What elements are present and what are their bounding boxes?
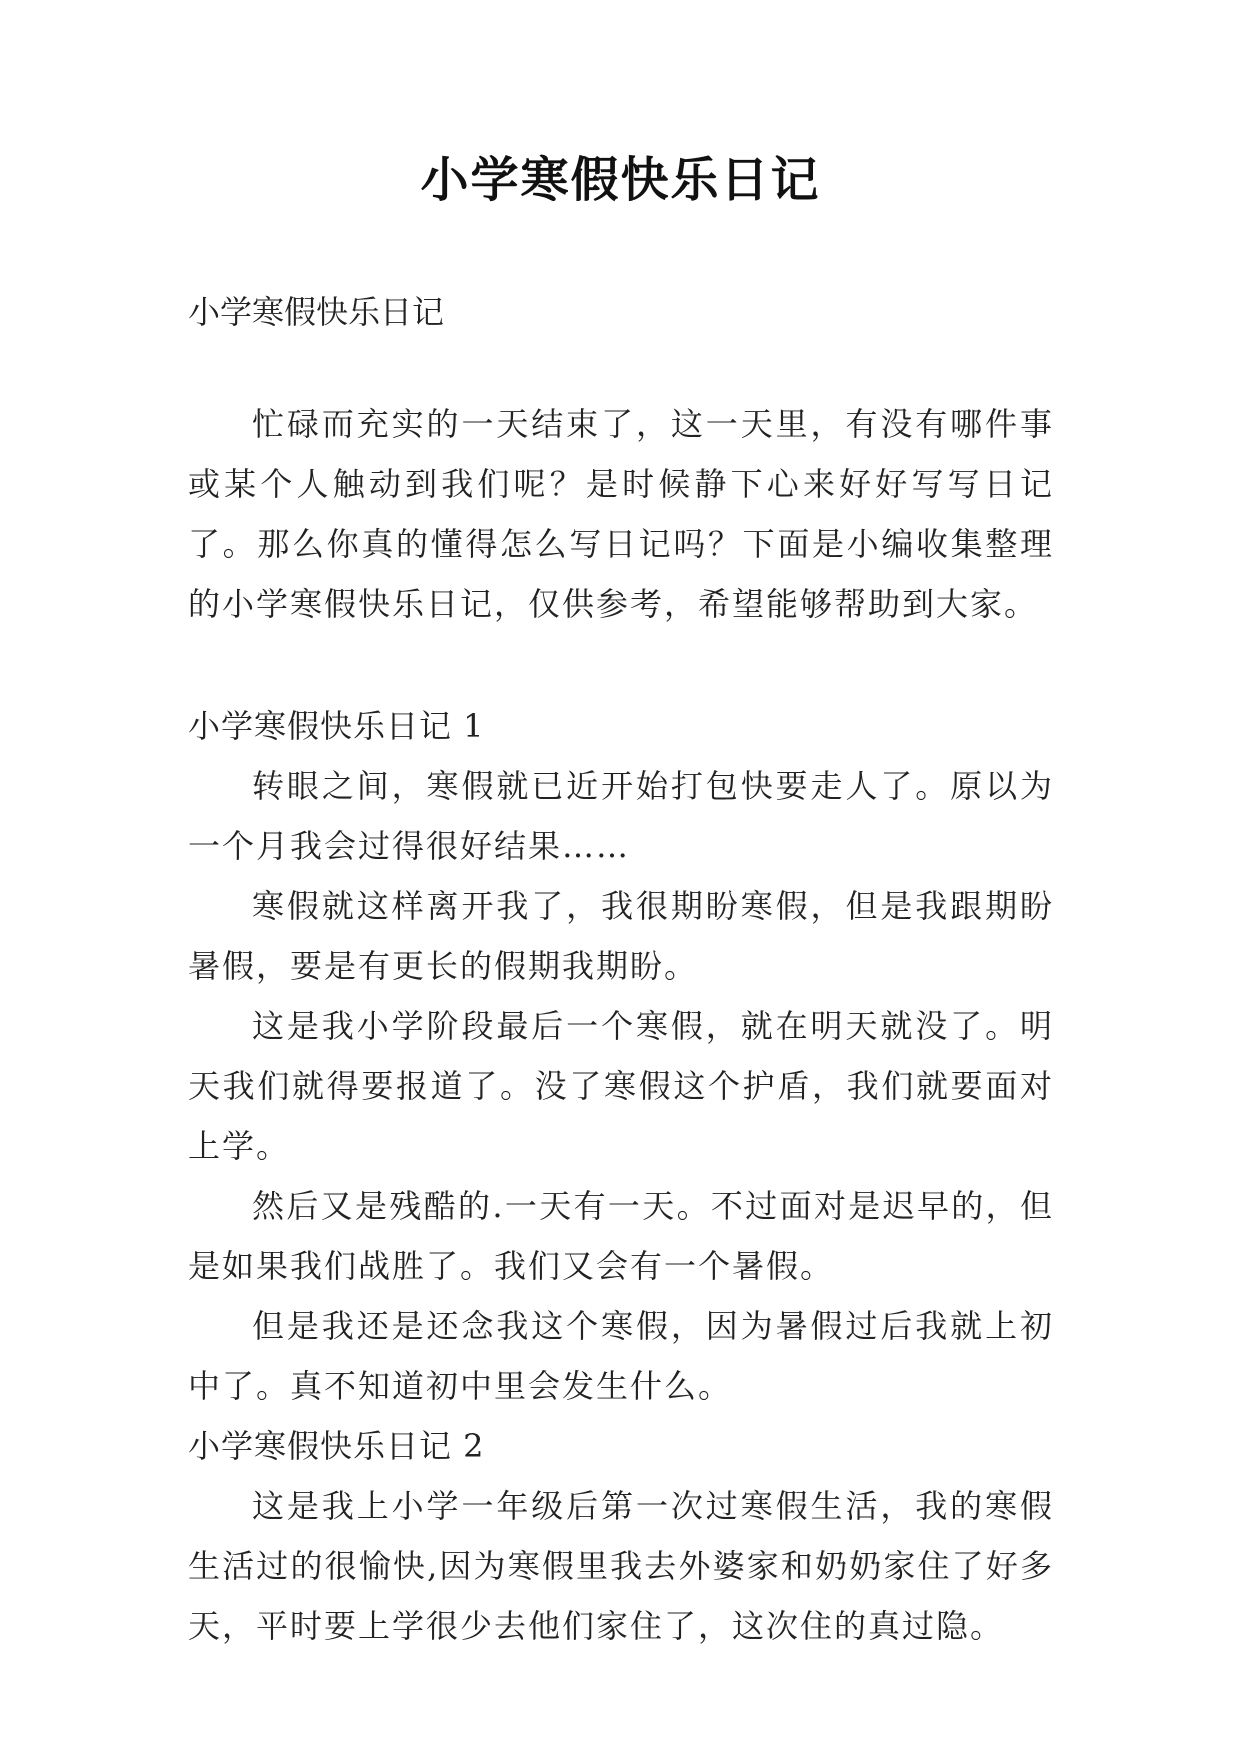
section-2-paragraph: 这是我上小学一年级后第一次过寒假生活，我的寒假生活过的很愉快,因为寒假里我去外婆家和奶奶家住了好多天，平时要上学很少去他们家住了，这次住的真过隐。 (188, 1487, 1054, 1645)
section-heading-1: 小学寒假快乐日记 1 (188, 707, 485, 745)
section-1-paragraph: 寒假就这样离开我了，我很期盼寒假，但是我跟期盼暑假，要是有更长的假期我期盼。 (188, 887, 1054, 985)
section-1-paragraph: 转眼之间，寒假就已近开始打包快要走人了。原以为一个月我会过得很好结果…… (188, 767, 1054, 865)
section-heading-2: 小学寒假快乐日记 2 (188, 1427, 485, 1465)
section-1-paragraph: 这是我小学阶段最后一个寒假，就在明天就没了。明天我们就得要报道了。没了寒假这个护盾，我们就要面对上学。 (188, 1007, 1054, 1165)
document-subtitle: 小学寒假快乐日记 (188, 293, 445, 331)
document-body (188, 282, 1054, 1656)
section-1-paragraph: 但是我还是还念我这个寒假，因为暑假过后我就上初中了。真不知道初中里会发生什么。 (188, 1307, 1054, 1405)
document-title: 小学寒假快乐日记 (420, 152, 821, 208)
intro-paragraph: 忙碌而充实的一天结束了，这一天里，有没有哪件事或某个人触动到我们呢？是时候静下心来好好写写日记了。那么你真的懂得怎么写日记吗？下面是小编收集整理的小学寒假快乐日记，仅供参考，希望能够帮助到大家。 (188, 405, 1054, 623)
section-1-paragraph: 然后又是残酷的.一天有一天。不过面对是迟早的，但是如果我们战胜了。我们又会有一个暑假。 (188, 1187, 1054, 1285)
